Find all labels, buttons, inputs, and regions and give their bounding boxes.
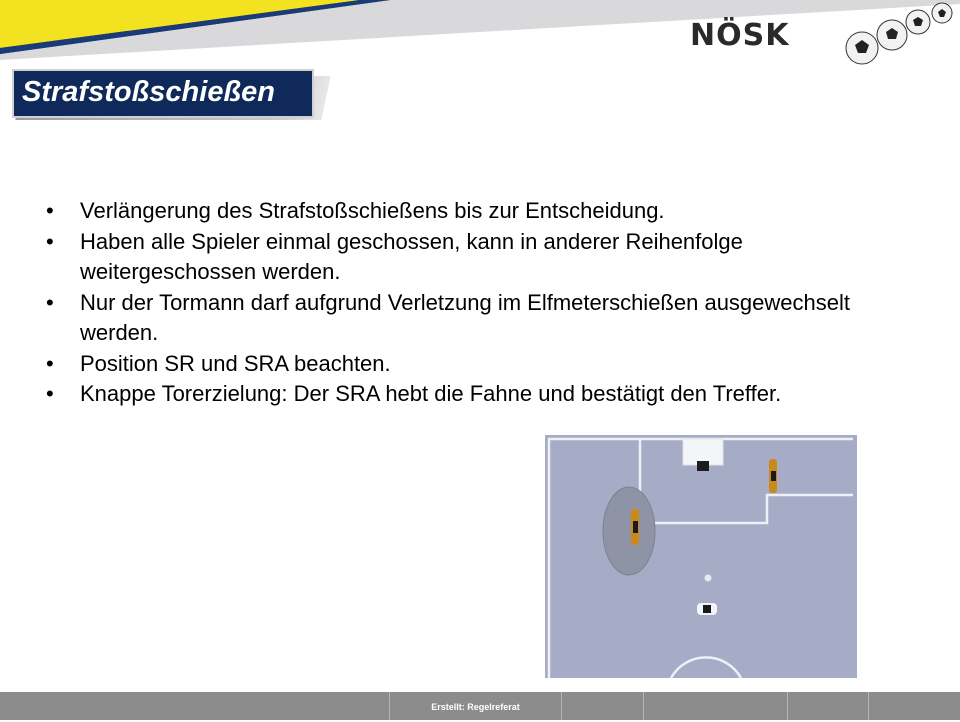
header-band <box>0 0 960 60</box>
bullet-glyph: • <box>46 350 54 376</box>
bullet-list <box>46 196 916 410</box>
assistant-referee-figure <box>769 459 777 493</box>
bullet-text: Haben alle Spieler einmal geschossen, kann in anderer Reihenfolge weitergeschossen werden. <box>80 228 743 284</box>
footer-divider <box>787 692 788 720</box>
footer-divider <box>868 692 869 720</box>
slide-title: Strafstoßschießen <box>22 76 275 108</box>
footer-divider <box>643 692 644 720</box>
bullet-text: Nur der Tormann darf aufgrund Verletzung im Elfmeterschießen ausgewechselt werden. <box>80 289 850 345</box>
bullet-text: Position SR und SRA beachten. <box>80 350 391 376</box>
bullet-glyph: • <box>46 381 54 406</box>
bullet-item <box>46 288 916 349</box>
bullet-item <box>46 349 916 380</box>
bullet-text: Knappe Torerzielung: Der SRA hebt die Fahne und bestätigt den Treffer. <box>80 381 782 406</box>
logo: NÖSK <box>690 18 790 53</box>
penalty-area-illustration <box>545 435 857 678</box>
bullet-glyph: • <box>46 198 54 223</box>
bullet-glyph: • <box>46 228 54 254</box>
penalty-taker-figure <box>697 603 717 615</box>
bullet-item <box>46 227 916 288</box>
soccer-balls-icon <box>820 0 960 72</box>
penalty-spot <box>705 575 712 582</box>
bullet-text: Verlängerung des Strafstoßschießens bis zur Entscheidung. <box>80 198 665 223</box>
bullet-item <box>46 196 916 227</box>
goalkeeper <box>697 461 709 471</box>
referee-zone <box>603 487 655 575</box>
referee-figure <box>631 509 639 545</box>
bullet-item <box>46 379 916 410</box>
footer-divider <box>561 692 562 720</box>
footer-text: Erstellt: Regelreferat <box>431 702 520 712</box>
bullet-glyph: • <box>46 289 54 315</box>
